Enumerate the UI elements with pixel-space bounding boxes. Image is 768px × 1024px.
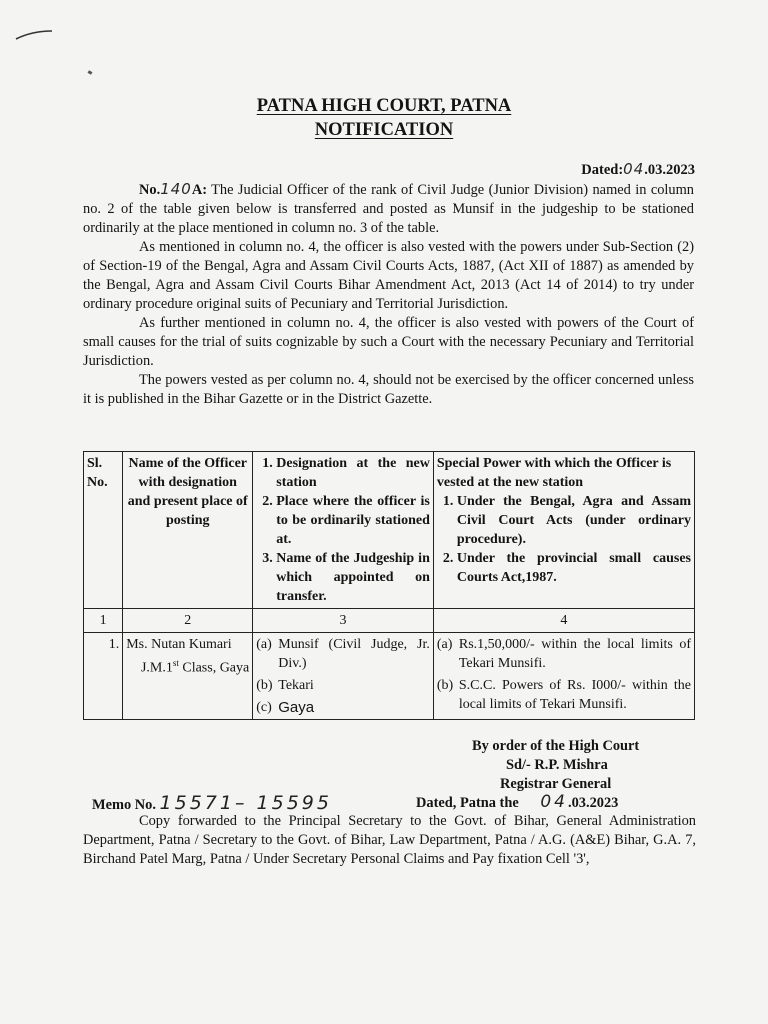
notification-date bbox=[581, 160, 695, 179]
row-officer bbox=[123, 633, 253, 720]
header-special-power-intro: Special Power with which the Officer is vested at the new station bbox=[436, 456, 672, 490]
designation-place: Class, Gaya bbox=[178, 660, 250, 676]
row-station bbox=[253, 633, 434, 720]
memo-handwritten-number: 15571– 15595 bbox=[159, 792, 332, 814]
memo-number bbox=[92, 792, 332, 814]
notification-body bbox=[83, 180, 694, 409]
column-number: 1 bbox=[84, 609, 123, 633]
memo-date-label: Dated, Patna the bbox=[416, 795, 519, 811]
power-item bbox=[437, 676, 691, 714]
row-special-power bbox=[433, 633, 694, 720]
paragraph-3: As further mentioned in column no. 4, the officer is also vested with powers of the Court of small causes for the trial of suits cognizable by such a Court with the necessary Pecuniary and Territorial Jurisdiction. bbox=[83, 315, 694, 369]
header-station-item: 2. Place where the officer is to be ordinarily stationed at. bbox=[276, 492, 430, 549]
header-station-item: 1. Designation at the new station bbox=[276, 454, 430, 492]
dated-rest: .03.2023 bbox=[644, 162, 695, 178]
column-number-row bbox=[84, 609, 695, 633]
paragraph-1 bbox=[83, 180, 694, 238]
paragraph-2: As mentioned in column no. 4, the officer is also vested with the powers under Sub-Section (2) of Section-19 of the Bengal, Agra and Assam Civil Courts Acts, 1887, (Act XII of 1887) as amended by the Bengal, Agra and Assam Civil Courts Bihar Amendment Act, 2013 (Act 14 of 2014) to try under ordinary procedure original suits of Pecuniary and Territorial Jurisdiction. bbox=[83, 239, 694, 312]
officer-designation bbox=[126, 654, 249, 678]
item-label: (c) bbox=[256, 700, 272, 715]
stray-mark bbox=[88, 70, 93, 75]
header-station bbox=[253, 452, 434, 609]
signature-title: Registrar General bbox=[500, 776, 612, 792]
item-label: (a) bbox=[436, 637, 453, 652]
table-row bbox=[84, 633, 695, 720]
memo-date bbox=[416, 792, 618, 812]
column-number: 4 bbox=[433, 609, 694, 633]
designation-text: J.M.1 bbox=[140, 660, 173, 676]
column-number: 3 bbox=[253, 609, 434, 633]
court-title: PATNA HIGH COURT, PATNA bbox=[256, 96, 512, 116]
signature-line: By order of the High Court bbox=[472, 738, 640, 754]
item-text: Tekari bbox=[278, 678, 314, 693]
paragraph-1-text: The Judicial Officer of the rank of Civil Judge (Junior Division) named in column no. 2 of the table given below is transferred and posted as Munsif in the judgeship to be stationed ordinarily at the place mentioned in column no. 3 of the table. bbox=[83, 182, 694, 236]
header-power-item: 1. Under the Bengal, Agra and Assam Civil Court Acts (under ordinary procedure). bbox=[457, 492, 691, 549]
notification-number-suffix: A: bbox=[191, 182, 208, 198]
memo-handwritten-day: 04 bbox=[540, 792, 568, 812]
station-item bbox=[256, 698, 430, 717]
station-item bbox=[256, 676, 430, 695]
notification-title: NOTIFICATION bbox=[314, 120, 454, 140]
notification-number-handwritten: 140 bbox=[160, 180, 192, 198]
signature-block bbox=[472, 737, 639, 794]
power-item bbox=[437, 635, 691, 673]
dated-label: Dated: bbox=[581, 162, 624, 178]
header-officer-name: Name of the Officer with designation and present place of posting bbox=[123, 452, 253, 609]
item-text: Rs.1,50,000/- within the local limits of Tekari Munsifi. bbox=[458, 637, 691, 671]
table-header-row bbox=[84, 452, 695, 609]
item-label: (b) bbox=[436, 678, 454, 693]
memo-label: Memo No. bbox=[92, 797, 156, 813]
paragraph-4: The powers vested as per column no. 4, should not be exercised by the officer concerned unless it is published in the Bihar Gazette or in the District Gazette. bbox=[83, 372, 694, 407]
transfer-table bbox=[83, 451, 695, 720]
item-text: Gaya bbox=[278, 699, 315, 716]
item-text: S.C.C. Powers of Rs. I000/- within the local limits of Tekari Munsifi. bbox=[458, 678, 691, 712]
pen-stroke-mark bbox=[14, 26, 54, 42]
memo-date-rest: .03.2023 bbox=[567, 795, 619, 811]
header-sl-no: Sl. No. bbox=[84, 452, 123, 609]
designation-sup: st bbox=[172, 658, 179, 668]
item-label: (a) bbox=[256, 637, 272, 652]
header-station-item: 3. Name of the Judgeship in which appointed on transfer. bbox=[276, 549, 430, 606]
officer-name: Ms. Nutan Kumari bbox=[126, 637, 232, 652]
header-power-item: 2. Under the provincial small causes Courts Act,1987. bbox=[457, 549, 691, 587]
row-sl-no: 1. bbox=[84, 633, 123, 720]
station-item bbox=[256, 635, 430, 673]
dated-handwritten-day: 04 bbox=[623, 160, 645, 178]
item-label: (b) bbox=[256, 678, 273, 693]
copy-forwarded bbox=[83, 812, 696, 869]
header-special-power bbox=[433, 452, 694, 609]
copy-forwarded-text: Copy forwarded to the Principal Secretary to the Govt. of Bihar, General Administration Department, Patna / Secretary to the Govt. of Bihar, Law Department, Patna / A.G. (A&E) Bihar, G.A. 7, Birchand Patel Marg, Patna / Under Secretary Personal Claims and Pay fixation Cell '3', bbox=[83, 813, 696, 867]
column-number: 2 bbox=[123, 609, 253, 633]
item-text: Munsif (Civil Judge, Jr. Div.) bbox=[278, 637, 430, 671]
notification-number-prefix: No. bbox=[139, 182, 161, 198]
signature-name: Sd/- R.P. Mishra bbox=[506, 757, 608, 773]
